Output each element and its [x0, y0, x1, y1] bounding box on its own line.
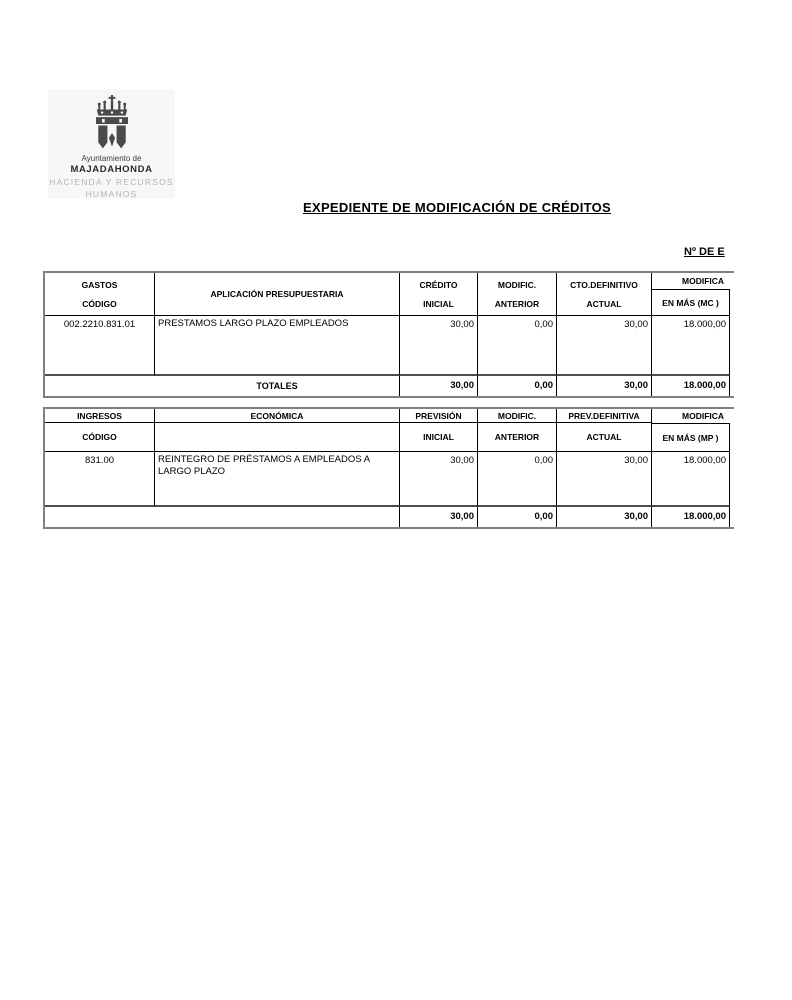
expediente-number-label: Nº DE E — [684, 246, 725, 258]
ingresos-totales-label — [45, 507, 400, 527]
gastos-header-inicial-label: INICIAL — [423, 298, 454, 309]
ingresos-row-descripcion: REINTEGRO DE PRÉSTAMOS A EMPLEADOS A LARGO PLAZO — [155, 452, 400, 507]
logo-line-ayuntamiento: Ayuntamiento de — [81, 154, 142, 163]
ingresos-totales-en-mas: 18.000,00 — [652, 507, 730, 527]
ingresos-header-modific: MODIFIC. — [478, 409, 557, 423]
ingresos-header-seccion: INGRESOS — [45, 409, 155, 423]
gastos-header-seccion-label: GASTOS — [81, 279, 118, 290]
ingresos-totales-clipped-cell — [730, 507, 734, 527]
majadahonda-crest-icon — [89, 95, 135, 153]
gastos-row-clipped-cell — [730, 316, 734, 376]
ingresos-header-economica: ECONÓMICA — [155, 409, 400, 423]
ingresos-row-inicial: 30,00 — [400, 452, 478, 507]
ingresos-header-prevision: PREVISIÓN — [400, 409, 478, 423]
gastos-header-definitivo-label: CTO.DEFINITIVO — [570, 279, 638, 290]
gastos-header-en-mas: EN MÁS (MC ) — [652, 289, 730, 316]
gastos-header-definitivo-actual — [557, 273, 652, 316]
ingresos-header-clipped-cell — [730, 423, 734, 452]
gastos-header-actual-label: ACTUAL — [586, 298, 622, 309]
ingresos-row-anterior: 0,00 — [478, 452, 557, 507]
page-title: EXPEDIENTE DE MODIFICACIÓN DE CRÉDITOS — [303, 200, 612, 215]
gastos-row-actual: 30,00 — [557, 316, 652, 376]
gastos-header-credito-label: CRÉDITO — [419, 279, 458, 290]
ingresos-totales-anterior: 0,00 — [478, 507, 557, 527]
gastos-row-codigo: 002.2210.831.01 — [45, 316, 155, 376]
gastos-header-modificacion-group: MODIFICA — [682, 276, 725, 286]
ingresos-row-clipped-cell — [730, 452, 734, 507]
gastos-row-en-mas: 18.000,00 — [652, 316, 730, 376]
ingresos-table — [43, 407, 734, 529]
gastos-header-aplicacion: APLICACIÓN PRESUPUESTARIA — [155, 273, 400, 316]
ingresos-header-economica-sub — [155, 423, 400, 452]
ingresos-header-en-mas: EN MÁS (MP ) — [652, 423, 730, 452]
ingresos-header-inicial: INICIAL — [400, 423, 478, 452]
letterhead-logo — [48, 89, 175, 199]
ingresos-row-actual: 30,00 — [557, 452, 652, 507]
ingresos-totales-inicial: 30,00 — [400, 507, 478, 527]
gastos-header-clipped-cell — [730, 289, 734, 316]
gastos-table — [43, 271, 734, 398]
gastos-totales-actual: 30,00 — [557, 376, 652, 396]
ingresos-header-definitiva: PREV.DEFINITIVA — [557, 409, 652, 423]
logo-line-majadahonda: MAJADAHONDA — [70, 164, 153, 175]
gastos-header-anterior-label: ANTERIOR — [494, 298, 540, 309]
gastos-totales-inicial: 30,00 — [400, 376, 478, 396]
ingresos-header-anterior: ANTERIOR — [478, 423, 557, 452]
gastos-row-descripcion: PRESTAMOS LARGO PLAZO EMPLEADOS — [155, 316, 400, 376]
gastos-header-credito-inicial — [400, 273, 478, 316]
gastos-totales-clipped-cell — [730, 376, 734, 396]
gastos-totales-label: TOTALES — [45, 376, 400, 396]
ingresos-header-modificacion-group: MODIFICA — [682, 411, 725, 421]
gastos-header-codigo — [45, 273, 155, 316]
gastos-row-anterior: 0,00 — [478, 316, 557, 376]
ingresos-header-actual: ACTUAL — [557, 423, 652, 452]
gastos-totales-en-mas: 18.000,00 — [652, 376, 730, 396]
gastos-totales-anterior: 0,00 — [478, 376, 557, 396]
ingresos-totales-actual: 30,00 — [557, 507, 652, 527]
logo-line-hacienda: HACIENDA Y RECURSOS — [49, 177, 174, 187]
gastos-header-modific-anterior — [478, 273, 557, 316]
ingresos-header-codigo: CÓDIGO — [45, 423, 155, 452]
logo-line-humanos: HUMANOS — [85, 189, 138, 199]
ingresos-row-codigo: 831.00 — [45, 452, 155, 507]
gastos-row-inicial: 30,00 — [400, 316, 478, 376]
gastos-header-codigo-label: CÓDIGO — [82, 298, 117, 309]
gastos-header-modific-label: MODIFIC. — [497, 279, 537, 290]
ingresos-row-en-mas: 18.000,00 — [652, 452, 730, 507]
